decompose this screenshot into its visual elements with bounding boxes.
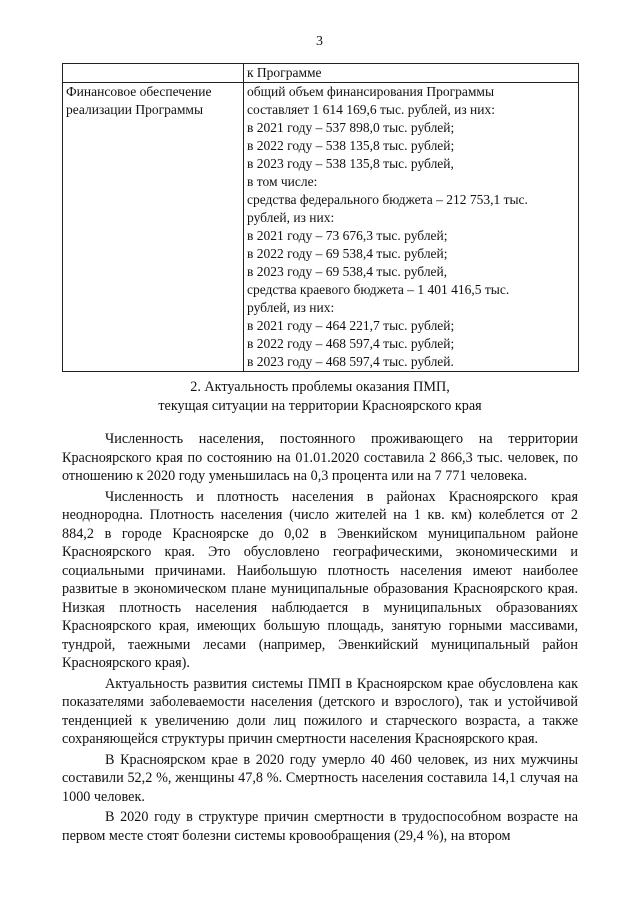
financing-line: в 2023 году – 69 538,4 тыс. рублей, xyxy=(247,264,448,279)
financing-details-cell xyxy=(244,83,579,372)
body-text xyxy=(62,430,578,847)
financing-line: в 2022 году – 538 135,8 тыс. рублей; xyxy=(247,138,455,153)
financing-line: в 2021 году – 73 676,3 тыс. рублей; xyxy=(247,228,448,243)
financing-line: в 2022 году – 69 538,4 тыс. рублей; xyxy=(247,246,448,261)
financing-label-cell: Финансовое обеспечение реализации Программы xyxy=(63,83,244,372)
paragraph: Актуальность развития системы ПМП в Красноярском крае обусловлена как показателями заболеваемости населения (детского и взрослого), так и устойчивой тенденцией к увеличению доли лиц пожилого и старческого возраста, а также сохраняющейся структуры причин смертности населения Красноярского края. xyxy=(62,675,578,747)
financing-line: средства краевого бюджета – 1 401 416,5 тыс. xyxy=(247,282,510,297)
table-row xyxy=(63,83,579,372)
section-heading xyxy=(62,378,578,416)
section-heading-line: 2. Актуальность проблемы оказания ПМП, xyxy=(190,379,450,395)
table-header-row xyxy=(63,64,579,83)
table-header-right-cell: к Программе xyxy=(244,64,579,83)
financing-line: рублей, из них: xyxy=(247,300,335,315)
financing-line: общий объем финансирования Программы xyxy=(247,84,495,99)
paragraph: В 2020 году в структуре причин смертности в трудоспособном возрасте на первом месте стоят болезни системы кровообращения (29,4 %), на втором xyxy=(62,809,578,844)
financing-line: рублей, из них: xyxy=(247,210,335,225)
financing-line: средства федерального бюджета – 212 753,1 тыс. xyxy=(247,192,528,207)
financing-line: в том числе: xyxy=(247,174,318,189)
financing-line: в 2022 году – 468 597,4 тыс. рублей; xyxy=(247,336,455,351)
page-number: 3 xyxy=(316,34,323,49)
paragraph: Численность и плотность населения в районах Красноярского края неоднородна. Плотность населения (число жителей на 1 кв. км) колеблется от 2 884,2 в городе Красноярске до 0,02 в Эвенкийском муниципальном районе Красноярского края. Это обусловлено географическими, экономическими и социальными причинами. Наибольшую плотность населения имеют наиболее развитые в экономическом плане муниципальные образования Красноярского края. Низкая плотность населения наблюдается в муниципальных образованиях Красноярского края, имеющих большую площадь, занятую горными массивами, тундрой, таежными лесами (например, Эвенкийский муниципальный район Красноярского края). xyxy=(62,488,578,671)
paragraph: В Красноярском крае в 2020 году умерло 40 460 человек, из них мужчины составили 52,2 %, женщины 47,8 %. Смертность населения составила 14,1 случая на 1000 человек. xyxy=(62,751,578,805)
financing-line: в 2021 году – 464 221,7 тыс. рублей; xyxy=(247,318,455,333)
financing-line: в 2021 году – 537 898,0 тыс. рублей; xyxy=(247,120,455,135)
financing-table xyxy=(62,63,579,372)
financing-line: в 2023 году – 468 597,4 тыс. рублей. xyxy=(247,354,454,369)
section-heading-line: текущая ситуации на территории Красноярского края xyxy=(158,398,482,414)
financing-line: составляет 1 614 169,6 тыс. рублей, из них: xyxy=(247,102,496,117)
table-header-left-cell xyxy=(63,64,244,83)
financing-line: в 2023 году – 538 135,8 тыс. рублей, xyxy=(247,156,454,171)
paragraph: Численность населения, постоянного проживающего на территории Красноярского края по состоянию на 01.01.2020 составила 2 866,3 тыс. человек, по отношению к 2020 году уменьшилась на 0,3 процента или на 7 771 человека. xyxy=(62,431,578,484)
